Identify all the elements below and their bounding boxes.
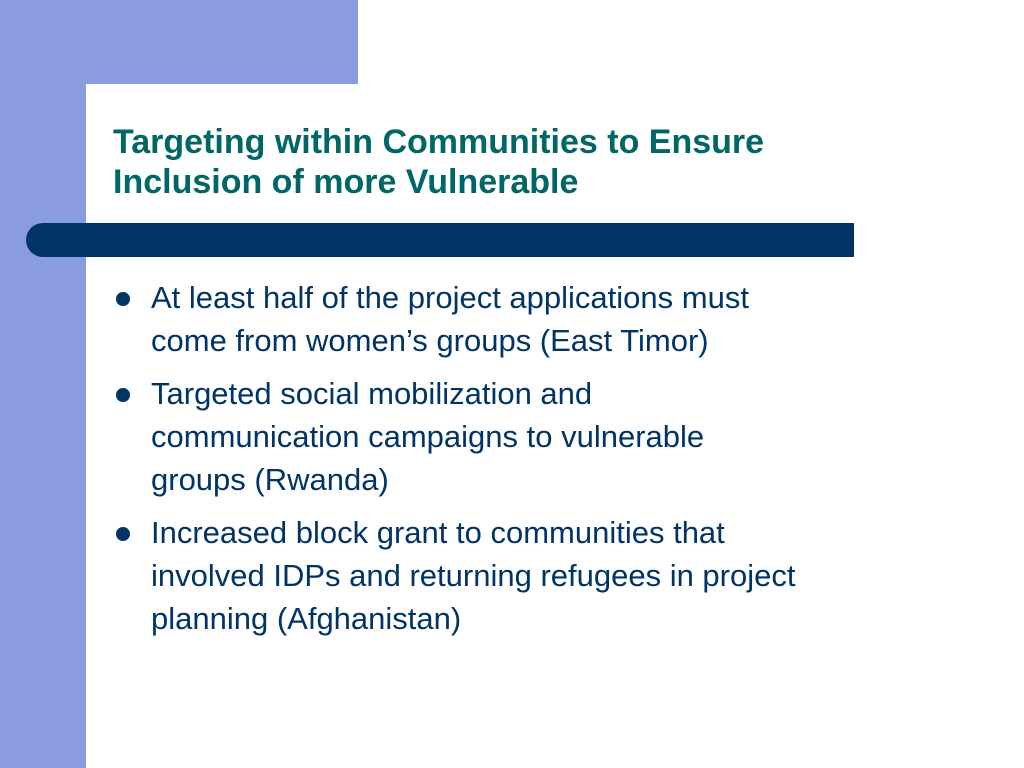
slide-title: Targeting within Communities to Ensure Inclusion of more Vulnerable [113, 123, 765, 201]
left-accent-band [0, 0, 86, 768]
top-accent-band [0, 0, 358, 84]
bullet-dot-icon [116, 388, 130, 402]
bullet-text: Increased block grant to communities that involved IDPs and returning refugees in project planning (Afghanistan) [151, 515, 796, 636]
bullet-dot-icon [116, 292, 130, 306]
bullet-item [116, 372, 996, 501]
title-underline-bar [26, 223, 854, 257]
bullet-text: At least half of the project applications must come from women’s groups (East Timor) [151, 280, 749, 358]
bullet-dot-icon [116, 527, 130, 541]
bullet-text: Targeted social mobilization and communication campaigns to vulnerable groups (Rwanda) [151, 376, 705, 497]
bullet-list [116, 276, 996, 650]
bullet-item [116, 511, 996, 640]
bullet-item [116, 276, 996, 362]
